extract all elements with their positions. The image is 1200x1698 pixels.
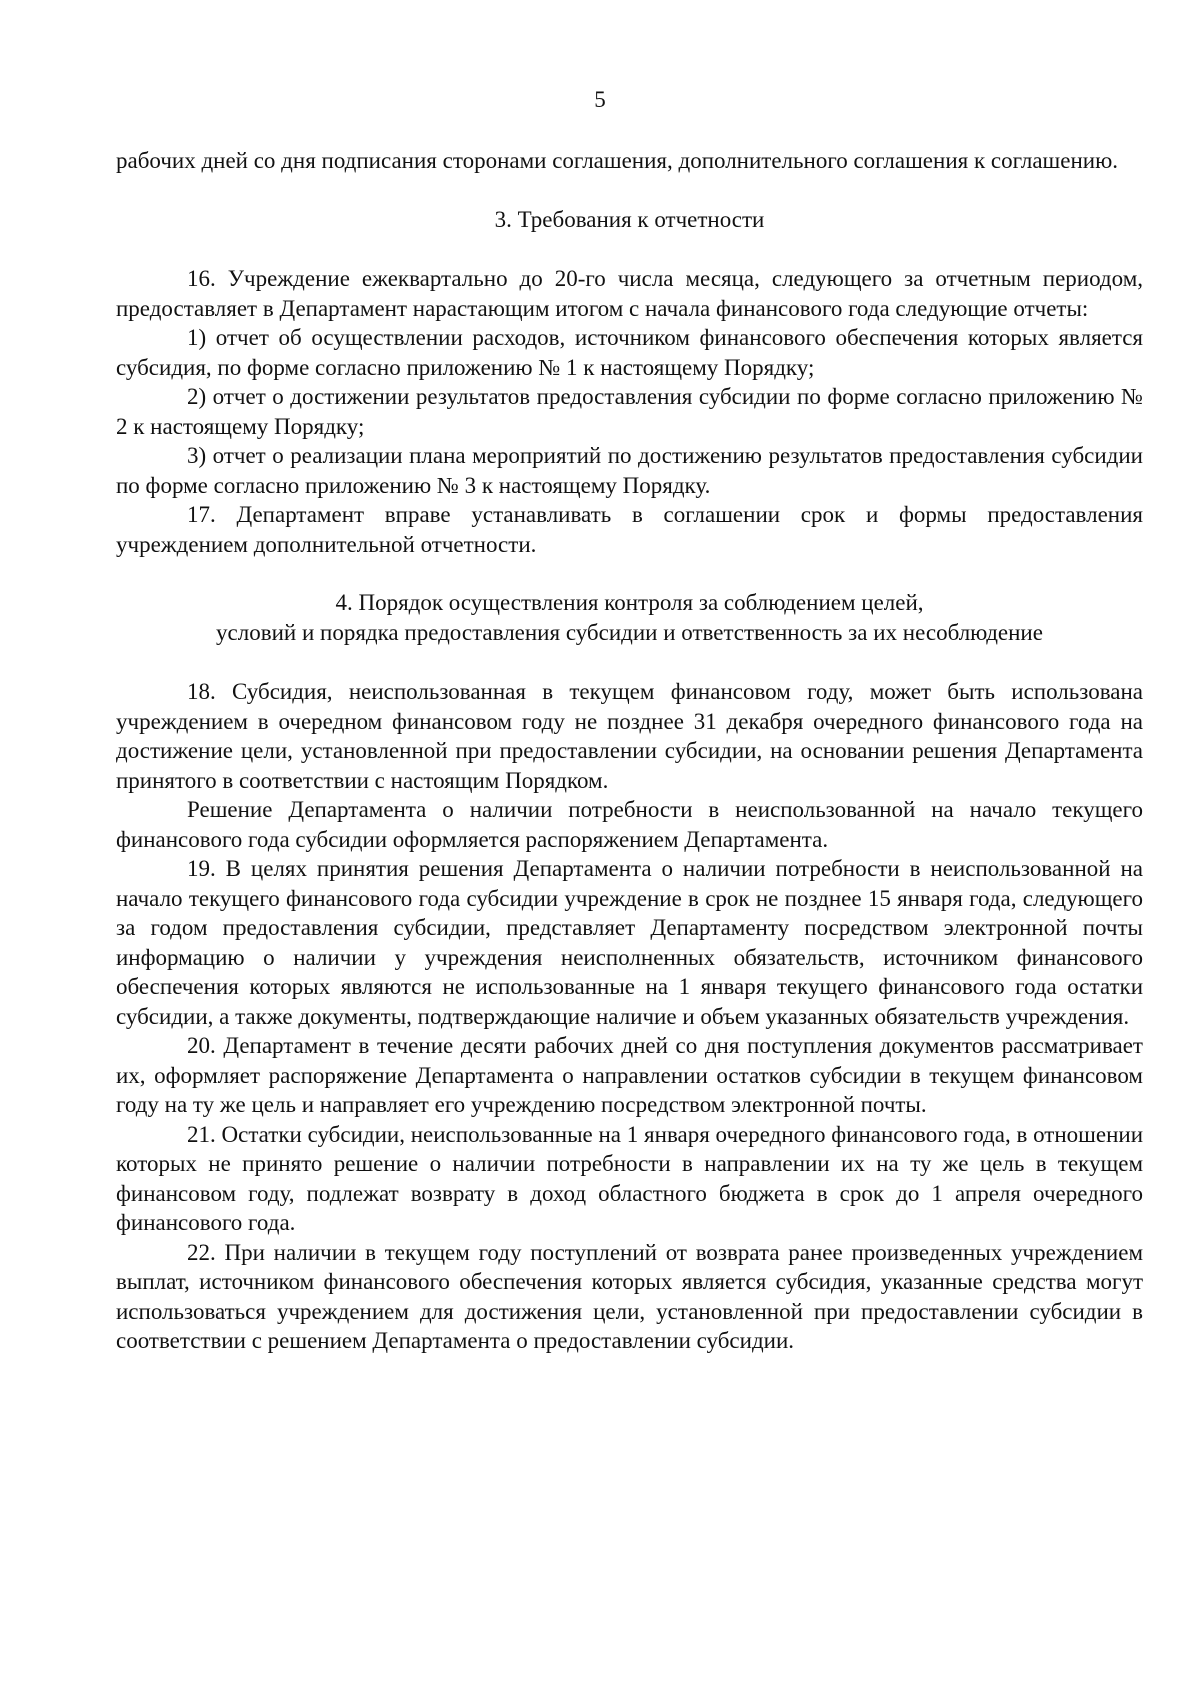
- paragraph: 18. Субсидия, неиспользованная в текущем финансовом году, может быть использована учреждением в очередном финансовом году не позднее 31 декабря очередного финансового года на достижение цели, установленной при предоставлении субсидии, на основании решения Департамента принятого в соответствии с настоящим Порядком.: [116, 679, 1143, 793]
- document-body: [116, 146, 1143, 1356]
- paragraph: 1) отчет об осуществлении расходов, источником финансового обеспечения которых является субсидия, по форме согласно приложению № 1 к настоящему Порядку;: [116, 325, 1143, 380]
- paragraph: 17. Департамент вправе устанавливать в соглашении срок и формы предоставления учреждением дополнительной отчетности.: [116, 502, 1143, 557]
- paragraph: рабочих дней со дня подписания сторонами соглашения, дополнительного соглашения к соглашению.: [116, 148, 1119, 173]
- paragraph: 22. При наличии в текущем году поступлений от возврата ранее произведенных учреждением выплат, источником финансового обеспечения которых является субсидия, указанные средства могут использоваться учреждением для достижения цели, установленной при предоставлении субсидии в соответствии с решением Департамента о предоставлении субсидии.: [116, 1239, 1143, 1353]
- paragraph: 20. Департамент в течение десяти рабочих дней со дня поступления документов рассматривает их, оформляет распоряжение Департамента о направлении остатков субсидии в текущем финансовом году на ту же цель и направляет его учреждению посредством электронной почты.: [116, 1033, 1143, 1117]
- paragraph: 19. В целях принятия решения Департамента о наличии потребности в неиспользованной на начало текущего финансового года субсидии учреждение в срок не позднее 15 января года, следующего за годом предоставления субсидии, представляет Департаменту посредством электронной почты информацию о наличии у учреждения неисполненных обязательств, источником финансового обеспечения которых являются не использованные на 1 января текущего финансового года остатки субсидии, а также документы, подтверждающие наличие и объем указанных обязательств учреждения.: [116, 856, 1143, 1029]
- page-number: 5: [594, 87, 606, 112]
- spacer: [116, 176, 1143, 205]
- paragraph: 3) отчет о реализации плана мероприятий по достижению результатов предоставления субсидии по форме согласно приложению № 3 к настоящему Порядку.: [116, 443, 1143, 498]
- spacer: [116, 234, 1143, 264]
- spacer: [116, 559, 1143, 588]
- paragraph: Решение Департамента о наличии потребности в неиспользованной на начало текущего финансового года субсидии оформляется распоряжением Департамента.: [116, 797, 1143, 852]
- section-heading: 4. Порядок осуществления контроля за соблюдением целей,: [335, 590, 924, 615]
- paragraph: 21. Остатки субсидии, неиспользованные на 1 января очередного финансового года, в отношении которых не принято решение о наличии потребности в направлении их на ту же цель в текущем финансовом году, подлежат возврату в доход областного бюджета в срок до 1 апреля очередного финансового года.: [116, 1121, 1143, 1235]
- section-heading: 3. Требования к отчетности: [494, 206, 765, 232]
- paragraph: 16. Учреждение ежеквартально до 20-го числа месяца, следующего за отчетным периодом, предоставляет в Департамент нарастающим итогом с начала финансового года следующие отчеты:: [116, 266, 1143, 321]
- section-heading: условий и порядка предоставления субсидии и ответственность за их несоблюдение: [216, 619, 1043, 645]
- paragraph: 2) отчет о достижении результатов предоставления субсидии по форме согласно приложению № 2 к настоящему Порядку;: [116, 384, 1143, 439]
- spacer: [116, 647, 1143, 677]
